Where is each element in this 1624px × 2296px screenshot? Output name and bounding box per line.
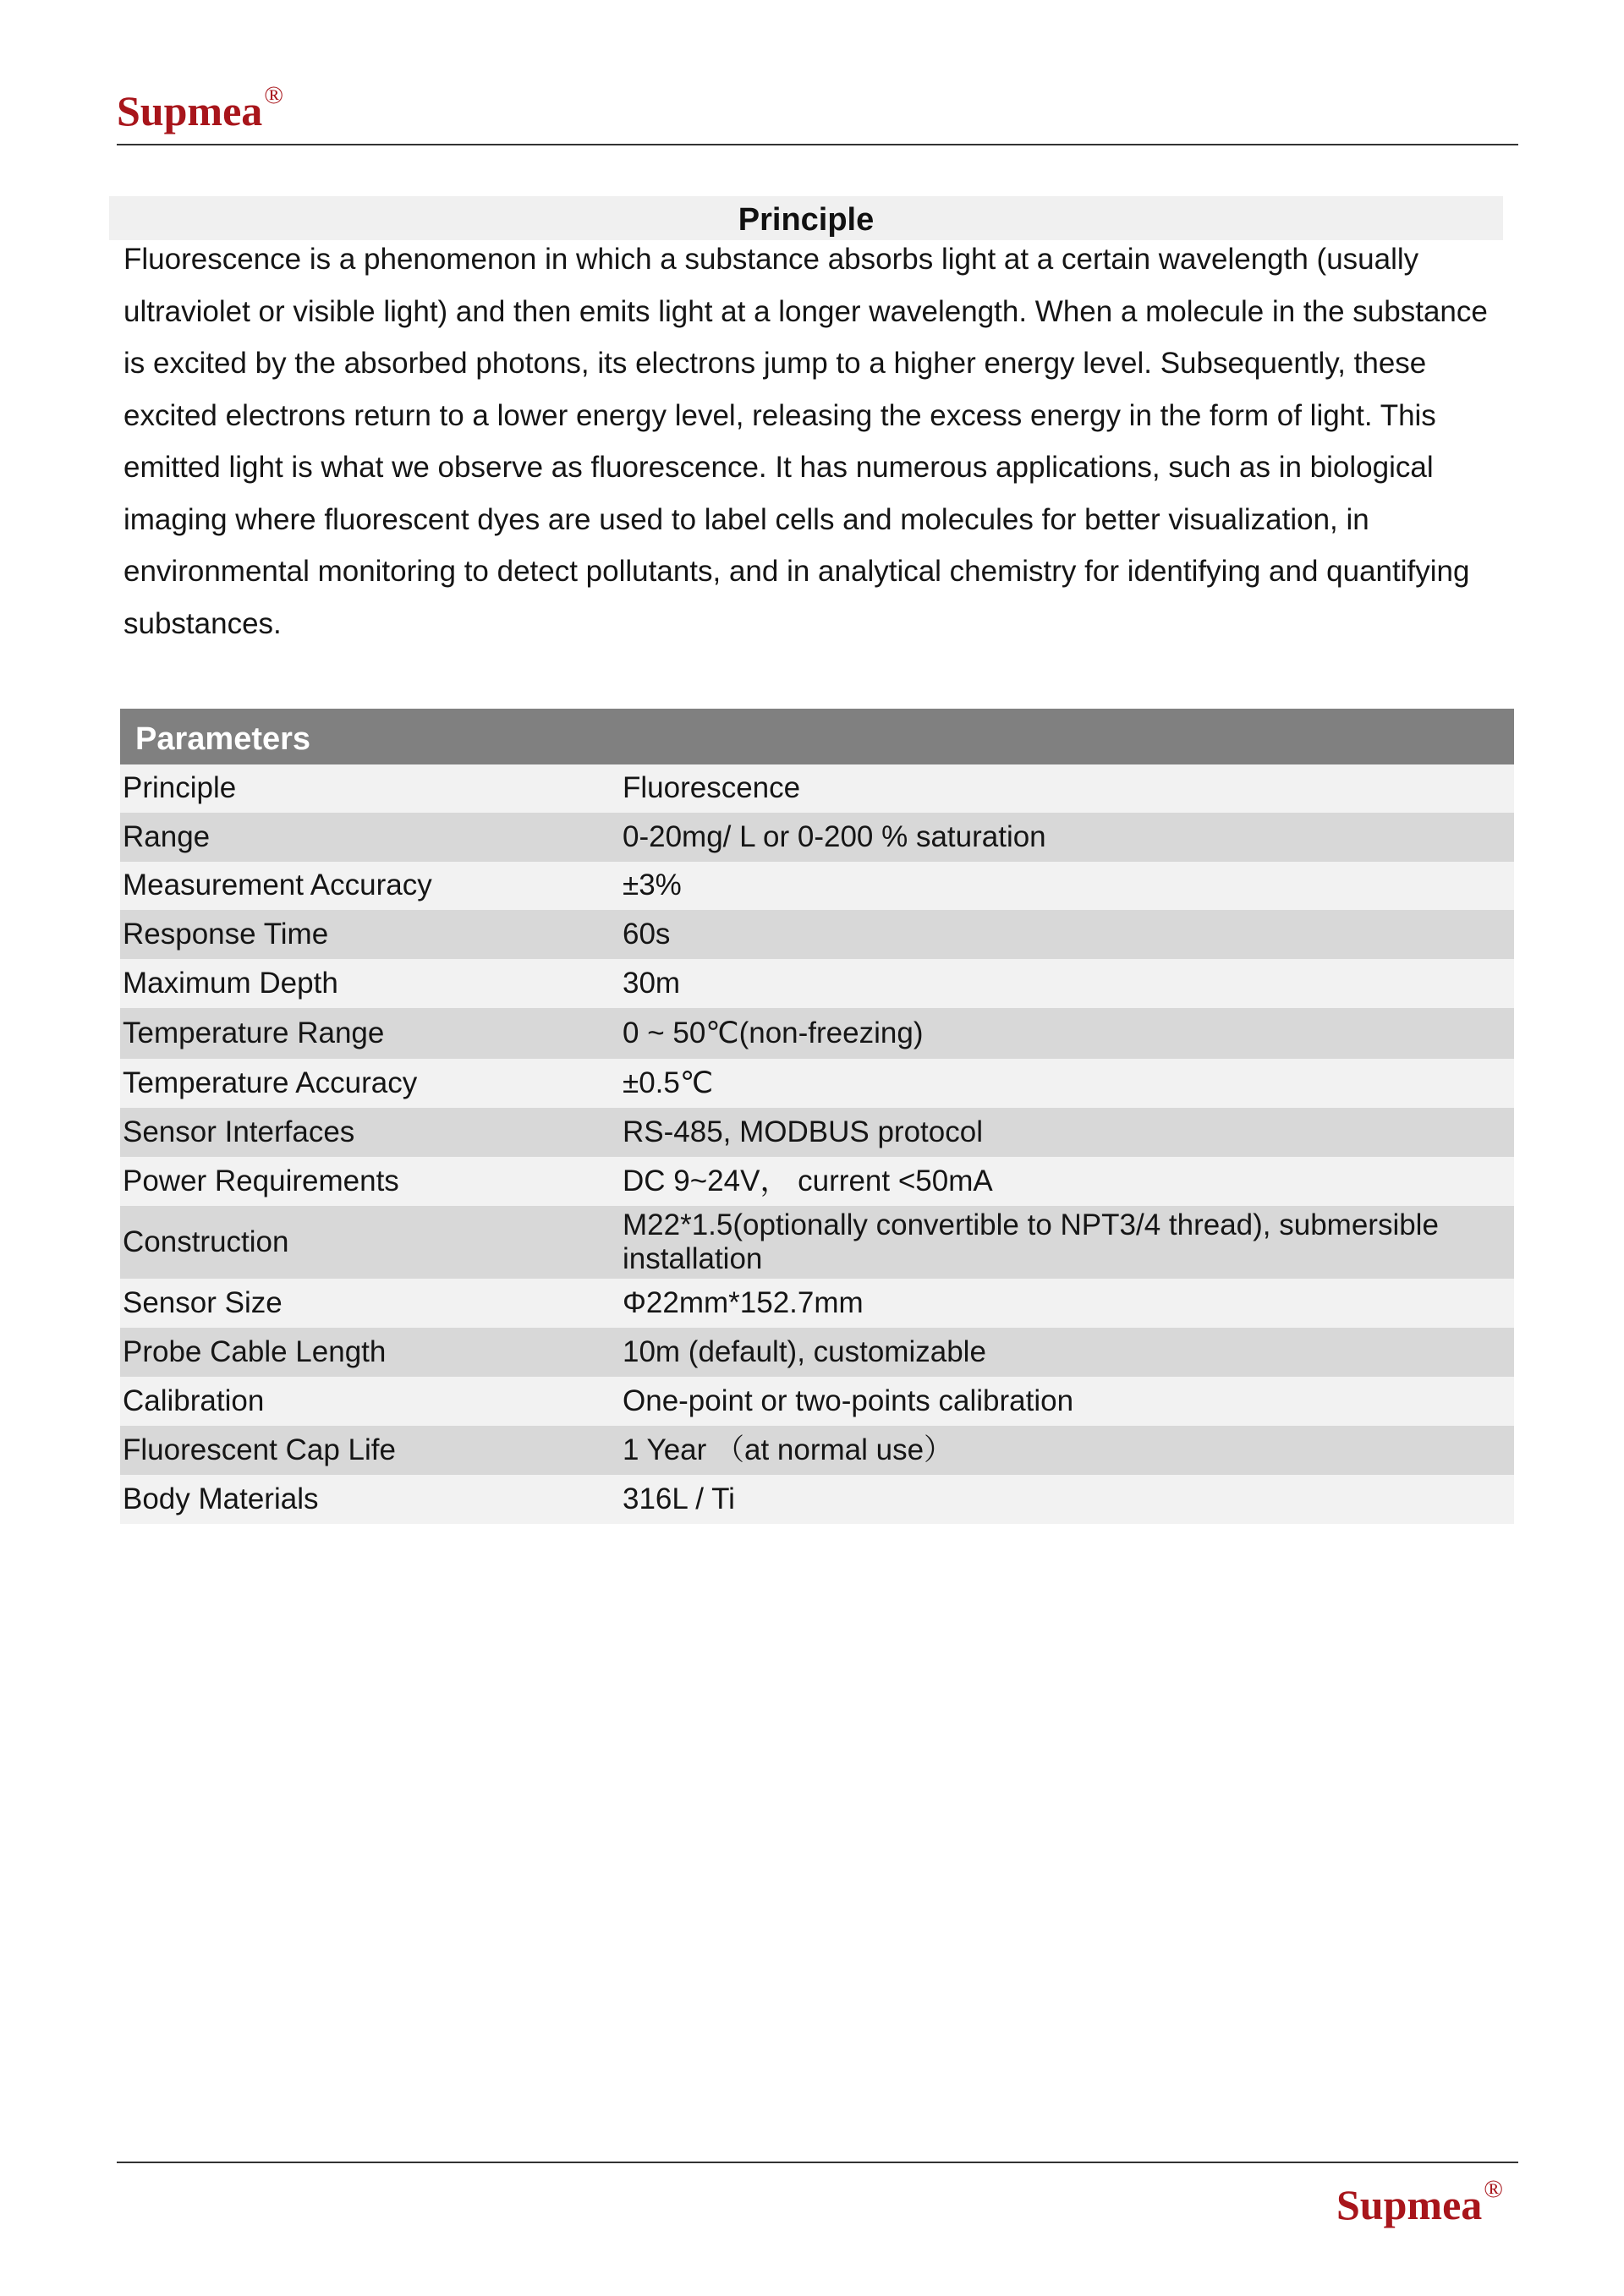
param-name: Maximum Depth	[123, 966, 338, 1000]
param-name: Fluorescent Cap Life	[123, 1433, 396, 1466]
brand-logo-bottom	[1336, 2175, 1504, 2228]
param-value: 30m	[623, 966, 681, 1000]
param-name: Calibration	[123, 1384, 265, 1417]
param-value: RS-485, MODBUS protocol	[623, 1115, 983, 1148]
table-row	[120, 1426, 1514, 1475]
table-row	[120, 1328, 1514, 1377]
param-name: Body Materials	[123, 1482, 319, 1515]
param-value: 0-20mg/ L or 0-200 % saturation	[623, 819, 1046, 853]
param-value: ±3%	[623, 869, 682, 902]
table-row	[120, 1157, 1514, 1206]
table-row	[120, 1206, 1514, 1279]
param-name: Sensor Size	[123, 1285, 283, 1319]
registered-mark: ®	[1484, 2175, 1504, 2203]
table-row	[120, 1108, 1514, 1157]
param-value: Fluorescence	[623, 771, 801, 805]
footer-divider	[117, 2162, 1518, 2163]
parameters-heading: Parameters	[120, 709, 1514, 764]
param-value: 316L / Ti	[623, 1482, 735, 1515]
table-row	[120, 1008, 1514, 1059]
parameters-table	[120, 709, 1514, 1524]
param-value: Φ22mm*152.7mm	[623, 1285, 864, 1319]
param-name: Principle	[123, 771, 237, 805]
table-row	[120, 1475, 1514, 1524]
param-name: Construction	[123, 1225, 289, 1258]
principle-body: Fluorescence is a phenomenon in which a substance absorbs light at a certain wavelength (usually ultraviolet or visible light) and then emits light at a longer wavelength. When a molecule in the substance is excited by the absorbed photons, its electrons jump to a higher energy level. Subsequently, these excited electrons return to a lower energy level, releasing the excess energy in the form of light. This emitted light is what we observe as fluorescence. It has numerous applications, such as in biological imaging where fluorescent dyes are used to label cells and molecules for better visualization, in environmental monitoring to detect pollutants, and in analytical chemistry for identifying and quantifying substances.	[123, 243, 1488, 640]
table-row	[120, 1059, 1514, 1108]
brand-name: Supmea	[1336, 2181, 1483, 2228]
param-name: Power Requirements	[123, 1164, 399, 1197]
param-value: 0 ~ 50℃(non-freezing)	[623, 1016, 924, 1049]
table-row	[120, 813, 1514, 862]
registered-mark: ®	[264, 81, 284, 109]
param-value: One-point or two-points calibration	[623, 1384, 1074, 1417]
table-row	[120, 1279, 1514, 1328]
header-divider	[117, 144, 1518, 145]
param-value: M22*1.5(optionally convertible to NPT3/4 thread), submersible installation	[623, 1208, 1439, 1275]
param-name: Temperature Accuracy	[123, 1066, 418, 1099]
param-value: 60s	[623, 917, 671, 951]
param-name: Range	[123, 819, 211, 853]
table-row	[120, 1377, 1514, 1426]
param-value: 10m (default), customizable	[623, 1334, 986, 1368]
table-row	[120, 910, 1514, 959]
param-name: Temperature Range	[123, 1016, 385, 1049]
param-value: DC 9~24V， current <50mA	[623, 1164, 993, 1197]
param-name: Sensor Interfaces	[123, 1115, 355, 1148]
param-name: Probe Cable Length	[123, 1334, 387, 1368]
param-name: Response Time	[123, 917, 329, 951]
brand-logo-top	[117, 81, 284, 134]
table-row	[120, 959, 1514, 1008]
table-row	[120, 764, 1514, 813]
brand-name: Supmea	[117, 87, 263, 134]
principle-heading: Principle	[109, 196, 1503, 240]
param-name: Measurement Accuracy	[123, 869, 432, 902]
param-value: ±0.5℃	[623, 1066, 714, 1099]
table-row	[120, 862, 1514, 910]
param-value: 1 Year （at normal use）	[623, 1433, 954, 1466]
